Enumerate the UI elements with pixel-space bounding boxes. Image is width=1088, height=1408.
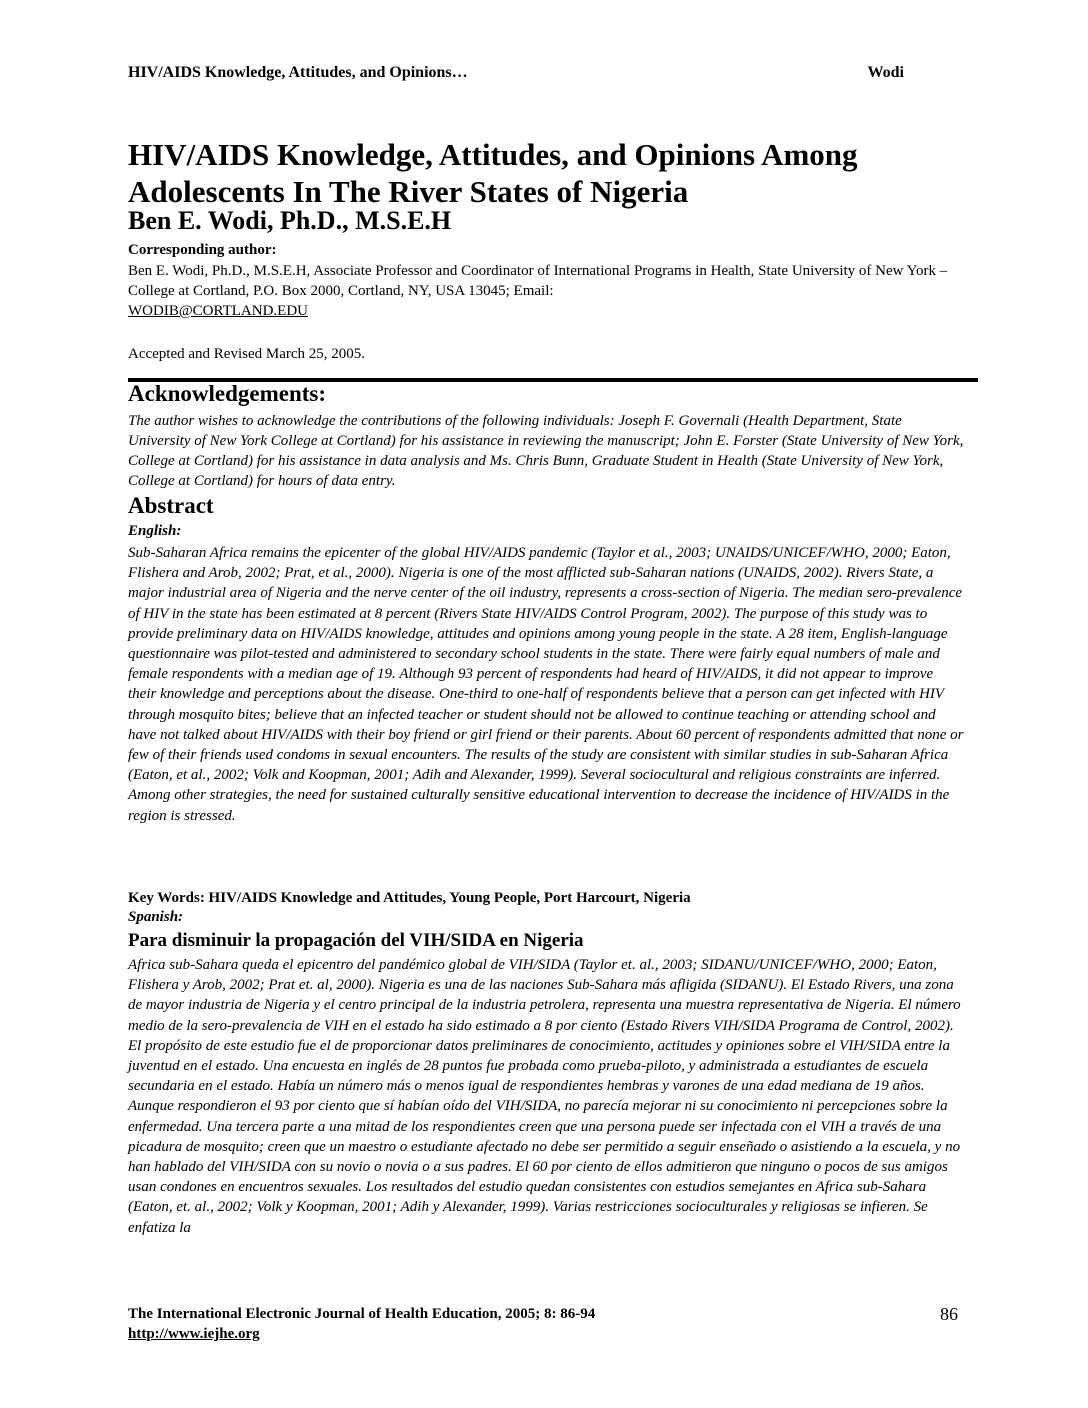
author-email-link[interactable]: WODIB@CORTLAND.EDU — [128, 303, 308, 319]
page-number: 86 — [940, 1304, 958, 1324]
accepted-date: Accepted and Revised March 25, 2005. — [128, 346, 366, 362]
keywords: Key Words: HIV/AIDS Knowledge and Attitudes, Young People, Port Harcourt, Nigeria — [128, 890, 691, 906]
acknowledgements-text: The author wishes to acknowledge the contributions of the following individuals: Joseph F. Governali (Health Department, State University of New York College at Cortland) for his assistance in reviewing the manuscript; John E. Forster (State University of New York, College at Cortland) for his assistance in data analysis and Ms. Chris Bunn, Graduate Student in Health (State University of New York, College at Cortland) for hours of data entry. — [128, 413, 964, 489]
running-header-title: HIV/AIDS Knowledge, Attitudes, and Opinions… — [128, 64, 468, 81]
paper-title: HIV/AIDS Knowledge, Attitudes, and Opinions Among Adolescents In The River States of Nigeria — [128, 137, 858, 209]
corresponding-author-label: Corresponding author: — [128, 242, 277, 258]
footer-journal-citation: The International Electronic Journal of Health Education, 2005; 8: 86-94 — [128, 1306, 596, 1322]
footer-journal-link[interactable]: http://www.iejhe.org — [128, 1326, 260, 1342]
running-header-author: Wodi — [867, 64, 904, 81]
corresponding-author-info — [128, 261, 958, 321]
running-header — [128, 64, 960, 82]
corresponding-author-text: Ben E. Wodi, Ph.D., M.S.E.H, Associate Professor and Coordinator of International Programs in Health, State University of New York – College at Cortland, P.O. Box 2000, Cortland, NY, USA 13045; Email: — [128, 263, 948, 299]
spanish-title: Para disminuir la propagación del VIH/SIDA en Nigeria — [128, 930, 584, 951]
abstract-english-text: Sub-Saharan Africa remains the epicenter of the global HIV/AIDS pandemic (Taylor et al., 2003; UNAIDS/UNICEF/WHO, 2000; Eaton, Flishera and Arob, 2002; Prat, et al., 2000). Nigeria is one of the most afflicted sub-Saharan nations (UNAIDS, 2002). Rivers State, a major industrial area of Nigeria and the nerve center of the oil industry, represents a cross-section of Nigeria. The median sero-prevalence of HIV in the state has been estimated at 8 percent (Rivers State HIV/AIDS Control Program, 2002). The purpose of this study was to provide preliminary data on HIV/AIDS knowledge, attitudes and opinions among young people in the state. A 28 item, English-language questionnaire was pilot-tested and administered to secondary school students in the state. There were fairly equal numbers of male and female respondents with a median age of 19. Although 93 percent of respondents had heard of HIV/AIDS, it did not appear to improve their knowledge and perceptions about the disease. One-third to one-half of respondents believe that a person can get infected with HIV through mosquito bites; believe that an infected teacher or student should not be allowed to continue teaching or attending school and have not talked about HIV/AIDS with their boy friend or girl friend or their parents. About 60 percent of respondents admitted that none or few of their friends used condoms in sexual encounters. The results of the study are consistent with similar studies in sub-Saharan Africa (Eaton, et al., 2002; Volk and Koopman, 2001; Adih and Alexander, 1999). Several sociocultural and religious constraints are inferred. Among other strategies, the need for sustained culturally sensitive educational intervention to decrease the incidence of HIV/AIDS in the region is stressed. — [128, 545, 964, 824]
abstract-spanish-text: Africa sub-Sahara queda el epicentro del pandémico global de VIH/SIDA (Taylor et. al., 2003; SIDANU/UNICEF/WHO, 2000; Eaton, Flishera y Arob, 2002; Prat et. al, 2000). Nigeria es una de las naciones Sub-Sahara más afligida (SIDANU). El Estado Rivers, una zona de mayor industria de Nigeria y el centro principal de la industria petrolera, representa una muestra representativa de Nigeria. El número medio de la sero-prevalencia de VIH en el estado ha sido estimado a 8 por ciento (Estado Rivers VIH/SIDA Programa de Control, 2002). El propósito de este estudio fue el de proporcionar datos preliminares de conocimiento, actitudes y opiniones sobre el VIH/SIDA entre la juventud en el estado. Una encuesta en inglés de 28 puntos fue probada como prueba-piloto, y administrada a estudiantes de escuela secundaria en el estado. Había un número más o menos igual de respondientes hembras y varones de una edad mediana de 19 años. Aunque respondieron el 93 por ciento que sí habían oído del VIH/SIDA, no parecía mejorar ni su conocimiento ni percepciones sobre la enfermedad. Una tercera parte a una mitad de los respondientes creen que una persona puede ser infectada con el VIH a través de una picadura de mosquito; creen que un maestro o estudiante afectado no debe ser permitido a seguir enseñado o asistiendo a la escuela, y no han hablado del VIH/SIDA con su novio o novia o a sus padres. El 60 por ciento de ellos admitieron que ninguno o pocos de sus amigos usan condones en encuentros sexuales. Los resultados del estudio quedan consistentes con estudios semejantes en Africa sub-Sahara (Eaton, et. al., 2002; Volk y Koopman, 2001; Adih y Alexander, 1999). Varias restricciones socioculturales y religiosas se infieren. Se enfatiza la — [128, 957, 961, 1236]
author-name: Ben E. Wodi, Ph.D., M.S.E.H — [128, 206, 452, 235]
abstract-heading: Abstract — [128, 493, 214, 518]
english-label: English: — [128, 523, 182, 539]
spanish-label: Spanish: — [128, 909, 184, 925]
acknowledgements-heading: Acknowledgements: — [128, 381, 327, 406]
